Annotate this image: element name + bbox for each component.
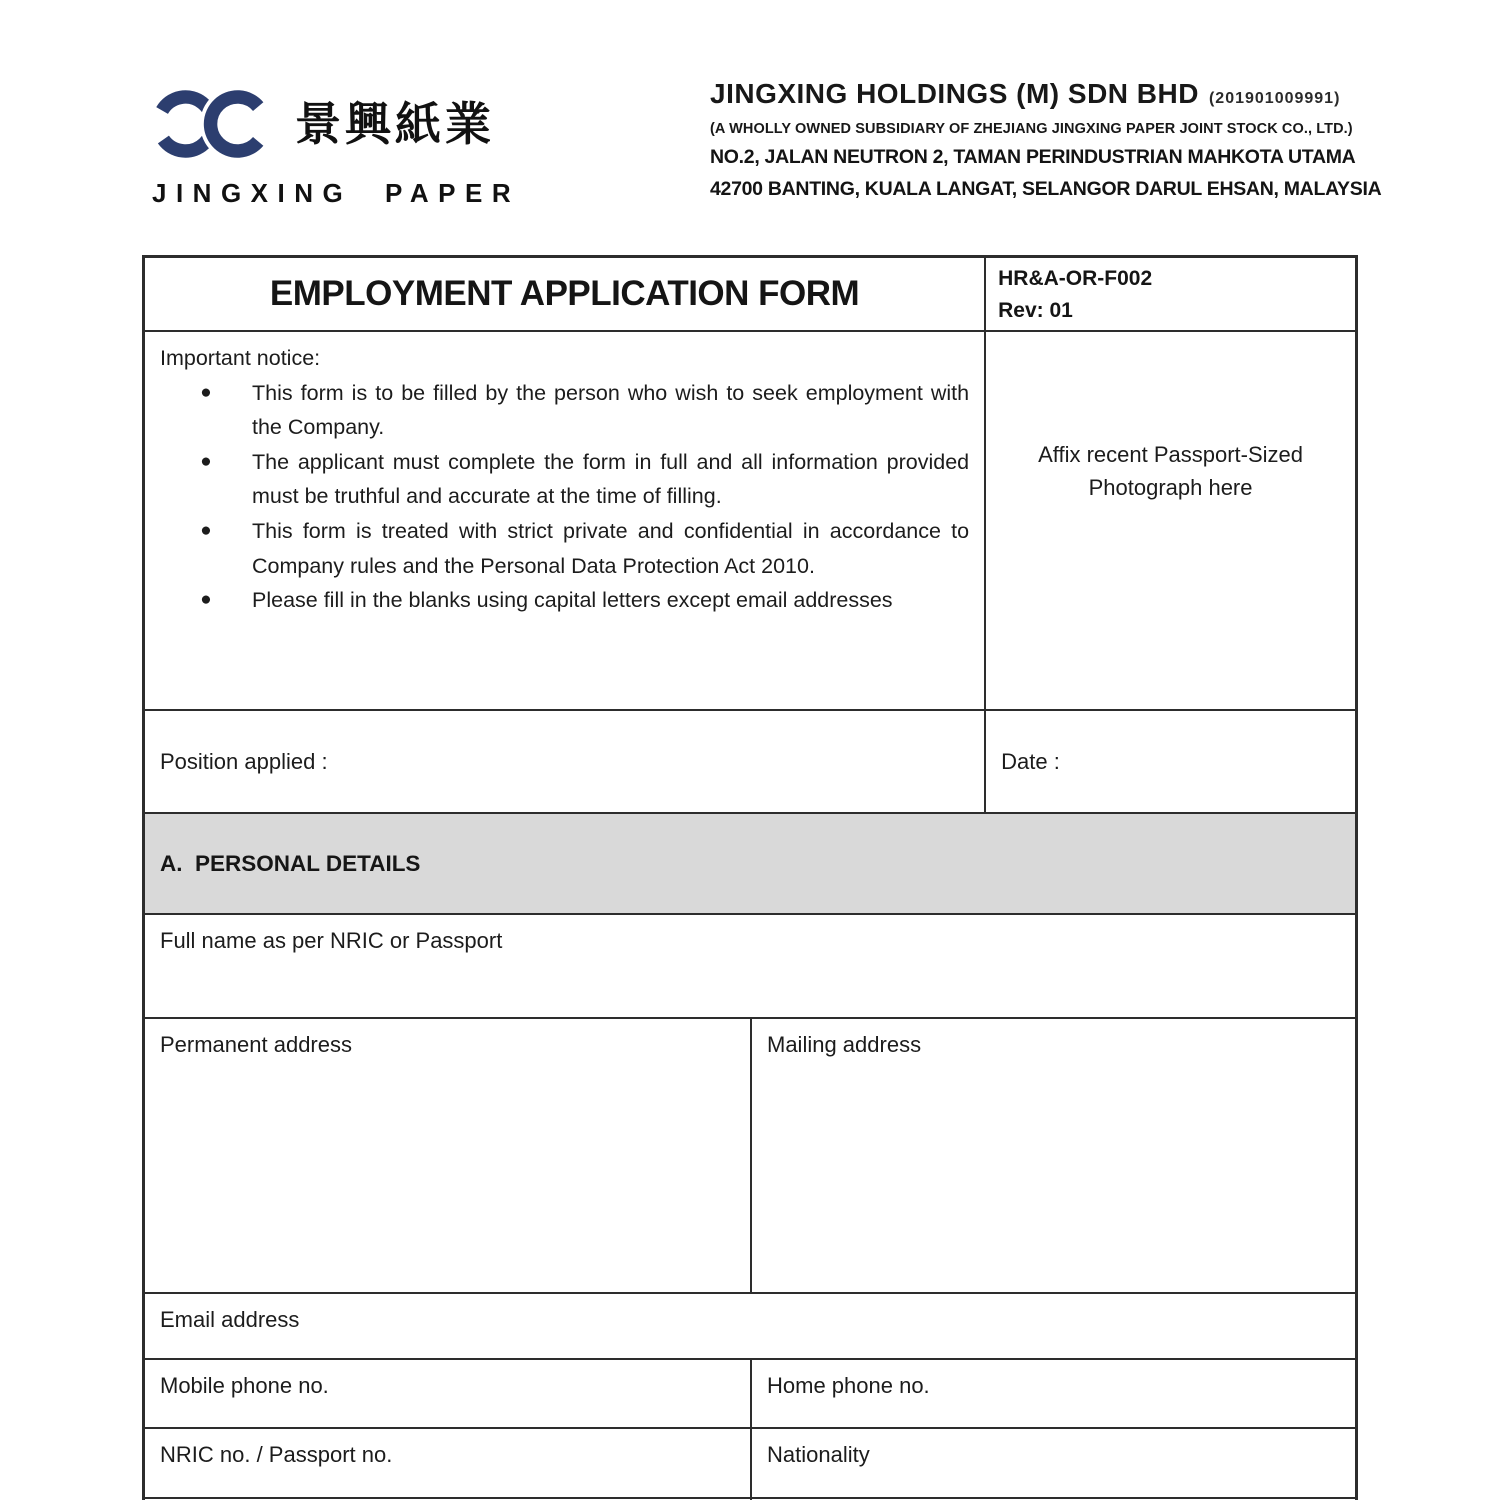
phone-row [145,1358,1355,1427]
full-name-row [145,913,1355,1017]
important-notice [145,332,984,709]
doc-revision: Rev: 01 [998,299,1073,322]
photo-box-label: Affix recent Passport-Sized Photograph here [1038,442,1304,500]
home-phone-field[interactable] [750,1360,1355,1427]
mobile-phone-label: Mobile phone no. [160,1373,329,1398]
address-row [145,1017,1355,1292]
notice-bullet: ● Please fill in the blanks using capital letters except email addresses [160,583,969,618]
email-label: Email address [160,1307,300,1332]
bullet-icon: ● [200,450,212,472]
logo-chinese-text: 景興紙業 [295,97,495,151]
notice-bullet: ● The applicant must complete the form in full and all information provided must be truthful and accurate at the time of filling. [160,445,969,514]
home-phone-label: Home phone no. [767,1373,930,1398]
photo-affix-box[interactable] [984,332,1355,709]
section-a-header-row [145,812,1355,913]
notice-row [145,330,1355,709]
mobile-phone-field[interactable] [145,1360,750,1427]
bullet-icon: ● [200,519,212,541]
section-a-header [145,814,1355,913]
permanent-address-field[interactable] [145,1019,750,1292]
position-applied-field[interactable] [145,711,984,812]
position-applied-label: Position applied : [160,748,328,774]
date-field[interactable] [984,711,1355,812]
company-name: JINGXING HOLDINGS (M) SDN BHD [710,78,1199,109]
mailing-address-field[interactable] [750,1019,1355,1292]
nationality-field[interactable] [750,1429,1355,1497]
notice-bullet: ● This form is treated with strict private and confidential in accordance to Company rules and the Personal Data Protection Act 2010. [160,514,969,583]
bullet-icon: ● [200,589,212,611]
nationality-label: Nationality [767,1442,870,1467]
nric-nationality-row [145,1427,1355,1497]
company-address-line2: 42700 BANTING, KUALA LANGAT, SELANGOR DARUL EHSAN, MALAYSIA [710,178,1382,200]
logo-latin-text: JINGXING PAPER [152,178,521,208]
nric-passport-field[interactable] [145,1429,750,1497]
full-name-label: Full name as per NRIC or Passport [160,928,503,953]
email-row [145,1292,1355,1358]
company-address-line1: NO.2, JALAN NEUTRON 2, TAMAN PERINDUSTRIAN MAHKOTA UTAMA [710,146,1356,168]
email-field[interactable] [145,1294,1355,1358]
full-name-field[interactable] [145,915,1355,1017]
doc-code-cell [984,258,1355,330]
mailing-address-label: Mailing address [767,1032,922,1057]
company-registration-no: (201901009991) [1208,90,1341,107]
form-title-cell [145,258,984,330]
employment-application-table [142,255,1358,1500]
subsidiary-line: (A WHOLLY OWNED SUBSIDIARY OF ZHEJIANG JINGXING PAPER JOINT STOCK CO., LTD.) [710,121,1353,137]
notice-heading: Important notice: [160,346,321,370]
form-title: EMPLOYMENT APPLICATION FORM [269,274,860,313]
position-date-row [145,709,1355,812]
section-a-title: A. PERSONAL DETAILS [160,850,421,876]
title-row [145,258,1355,330]
doc-code: HR&A-OR-F002 [998,267,1153,290]
nric-passport-label: NRIC no. / Passport no. [160,1442,393,1467]
notice-bullet: ● This form is to be filled by the person who wish to seek employment with the Company. [160,376,969,445]
date-label: Date : [1001,748,1060,774]
jingxing-logo-icon [152,84,275,164]
permanent-address-label: Permanent address [160,1032,352,1057]
bullet-icon: ● [200,381,212,403]
company-logo [152,84,520,209]
company-header [710,78,1380,201]
